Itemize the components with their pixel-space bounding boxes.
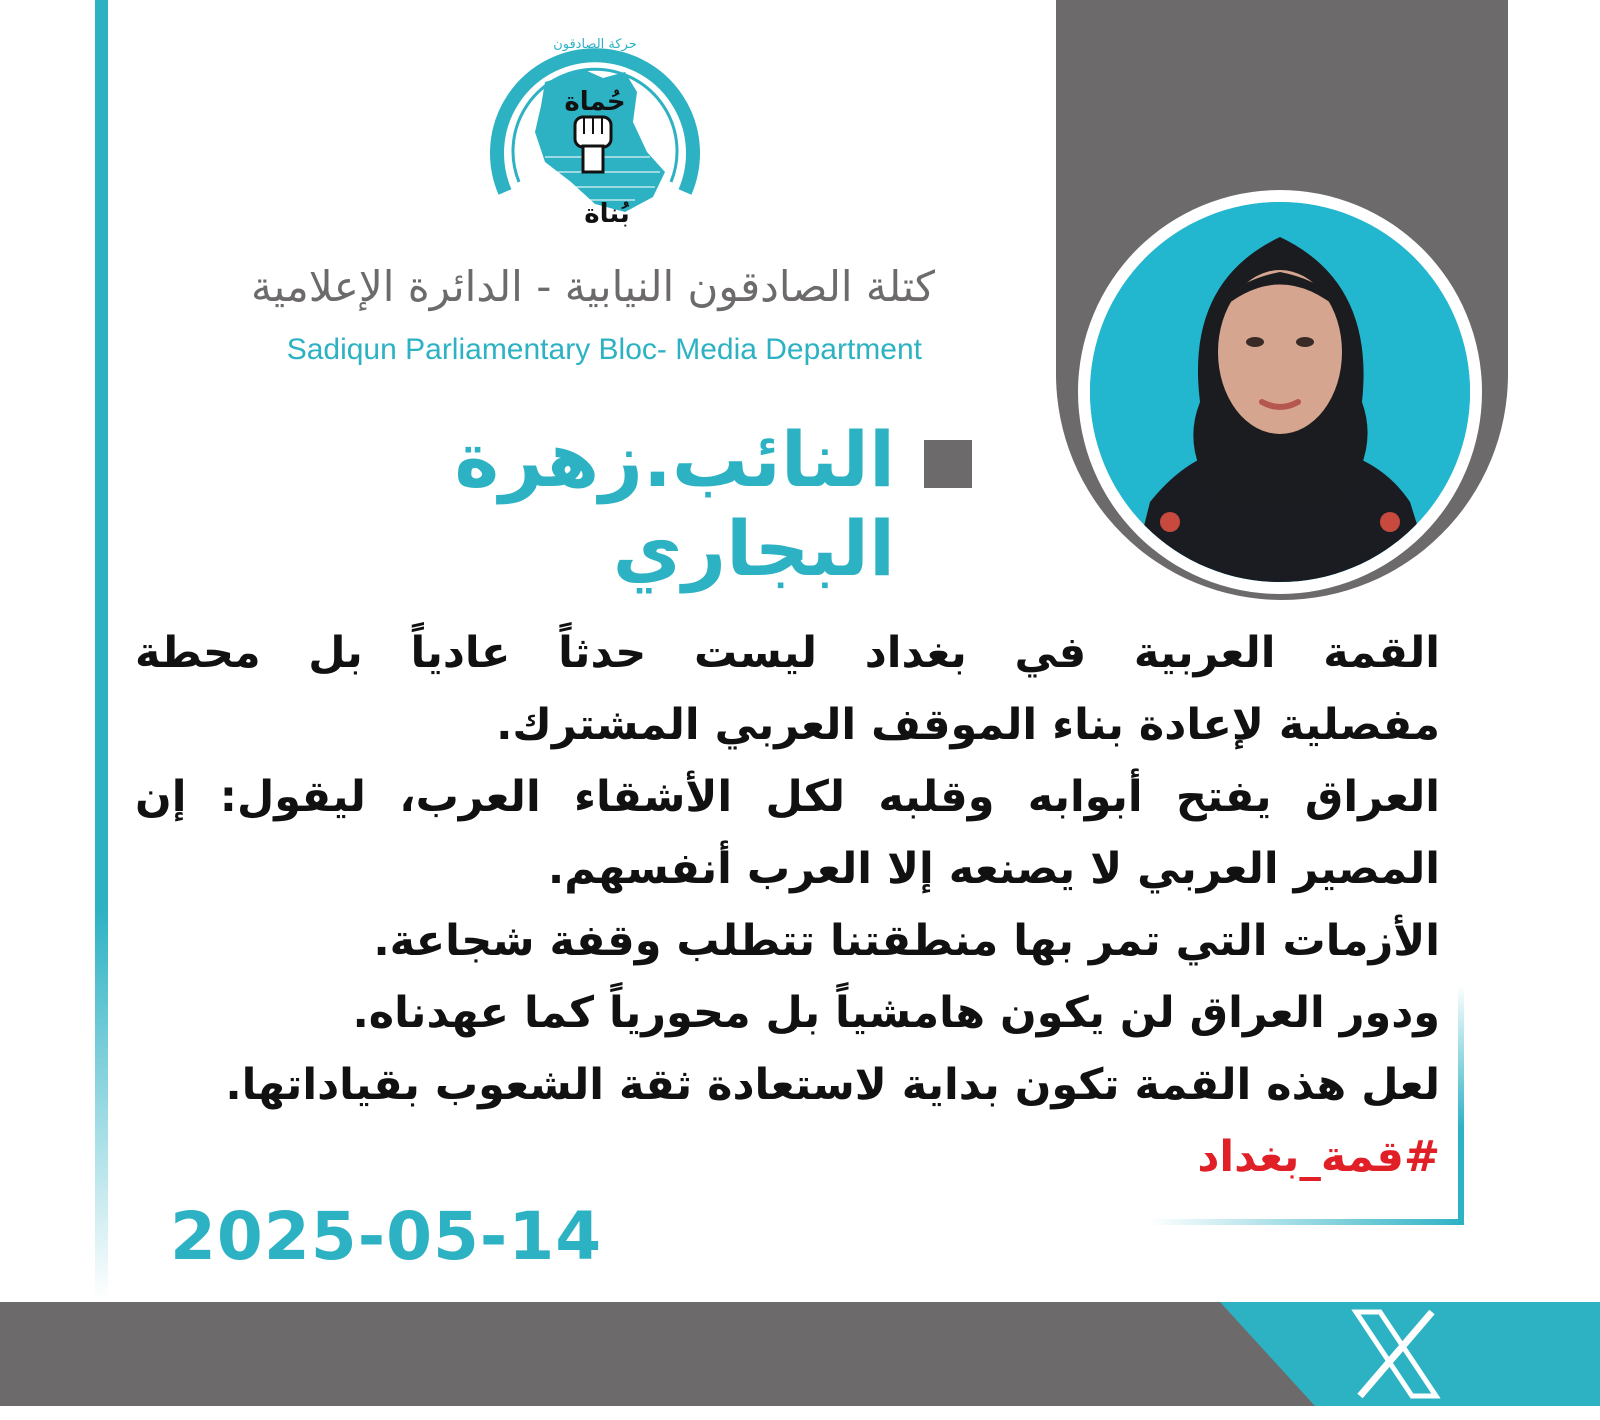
statement-line: المصير العربي لا يصنعه إلا العرب أنفسهم. (547, 844, 1440, 894)
statement-line: العراق يفتح أبوابه وقلبه لكل الأشقاء العرب، ليقول: إن (135, 772, 1440, 822)
movement-logo (475, 22, 715, 242)
statement-line: مفصلية لإعادة بناء الموقف العربي المشترك. (496, 700, 1440, 750)
mp-name: النائب.زهرة البجاري (454, 415, 895, 593)
post-date: 2025-05-14 (170, 1198, 603, 1275)
statement-line: لعل هذه القمة تكون بداية لاستعادة ثقة الشعوب بقياداتها. (225, 1060, 1440, 1110)
logo-ring-text: حركة الصادقون (553, 37, 637, 52)
org-name-english: Sadiqun Parliamentary Bloc- Media Department (286, 333, 922, 366)
bullet-square (924, 440, 972, 488)
mp-portrait (1090, 202, 1470, 582)
statement (135, 617, 1440, 1193)
logo-bottom-word: بُناة (584, 199, 630, 229)
x-logo-icon[interactable] (1350, 1308, 1442, 1400)
statement-line: الأزمات التي تمر بها منطقتنا تتطلب وقفة شجاعة. (373, 916, 1440, 966)
statement-line: القمة العربية في بغداد ليست حدثاً عادياً بل محطة (135, 628, 1440, 678)
logo-top-word: حُماة (564, 87, 626, 117)
frame-line-horizontal (1150, 1219, 1464, 1225)
org-name-arabic: كتلة الصادقون النيابية - الدائرة الإعلامية (251, 262, 935, 311)
statement-line: ودور العراق لن يكون هامشياً بل محورياً كما عهدناه. (352, 988, 1440, 1038)
frame-line-vertical (1458, 985, 1464, 1225)
left-accent-bar (95, 0, 108, 1300)
hashtag[interactable]: #قمة_بغداد (1197, 1132, 1440, 1182)
